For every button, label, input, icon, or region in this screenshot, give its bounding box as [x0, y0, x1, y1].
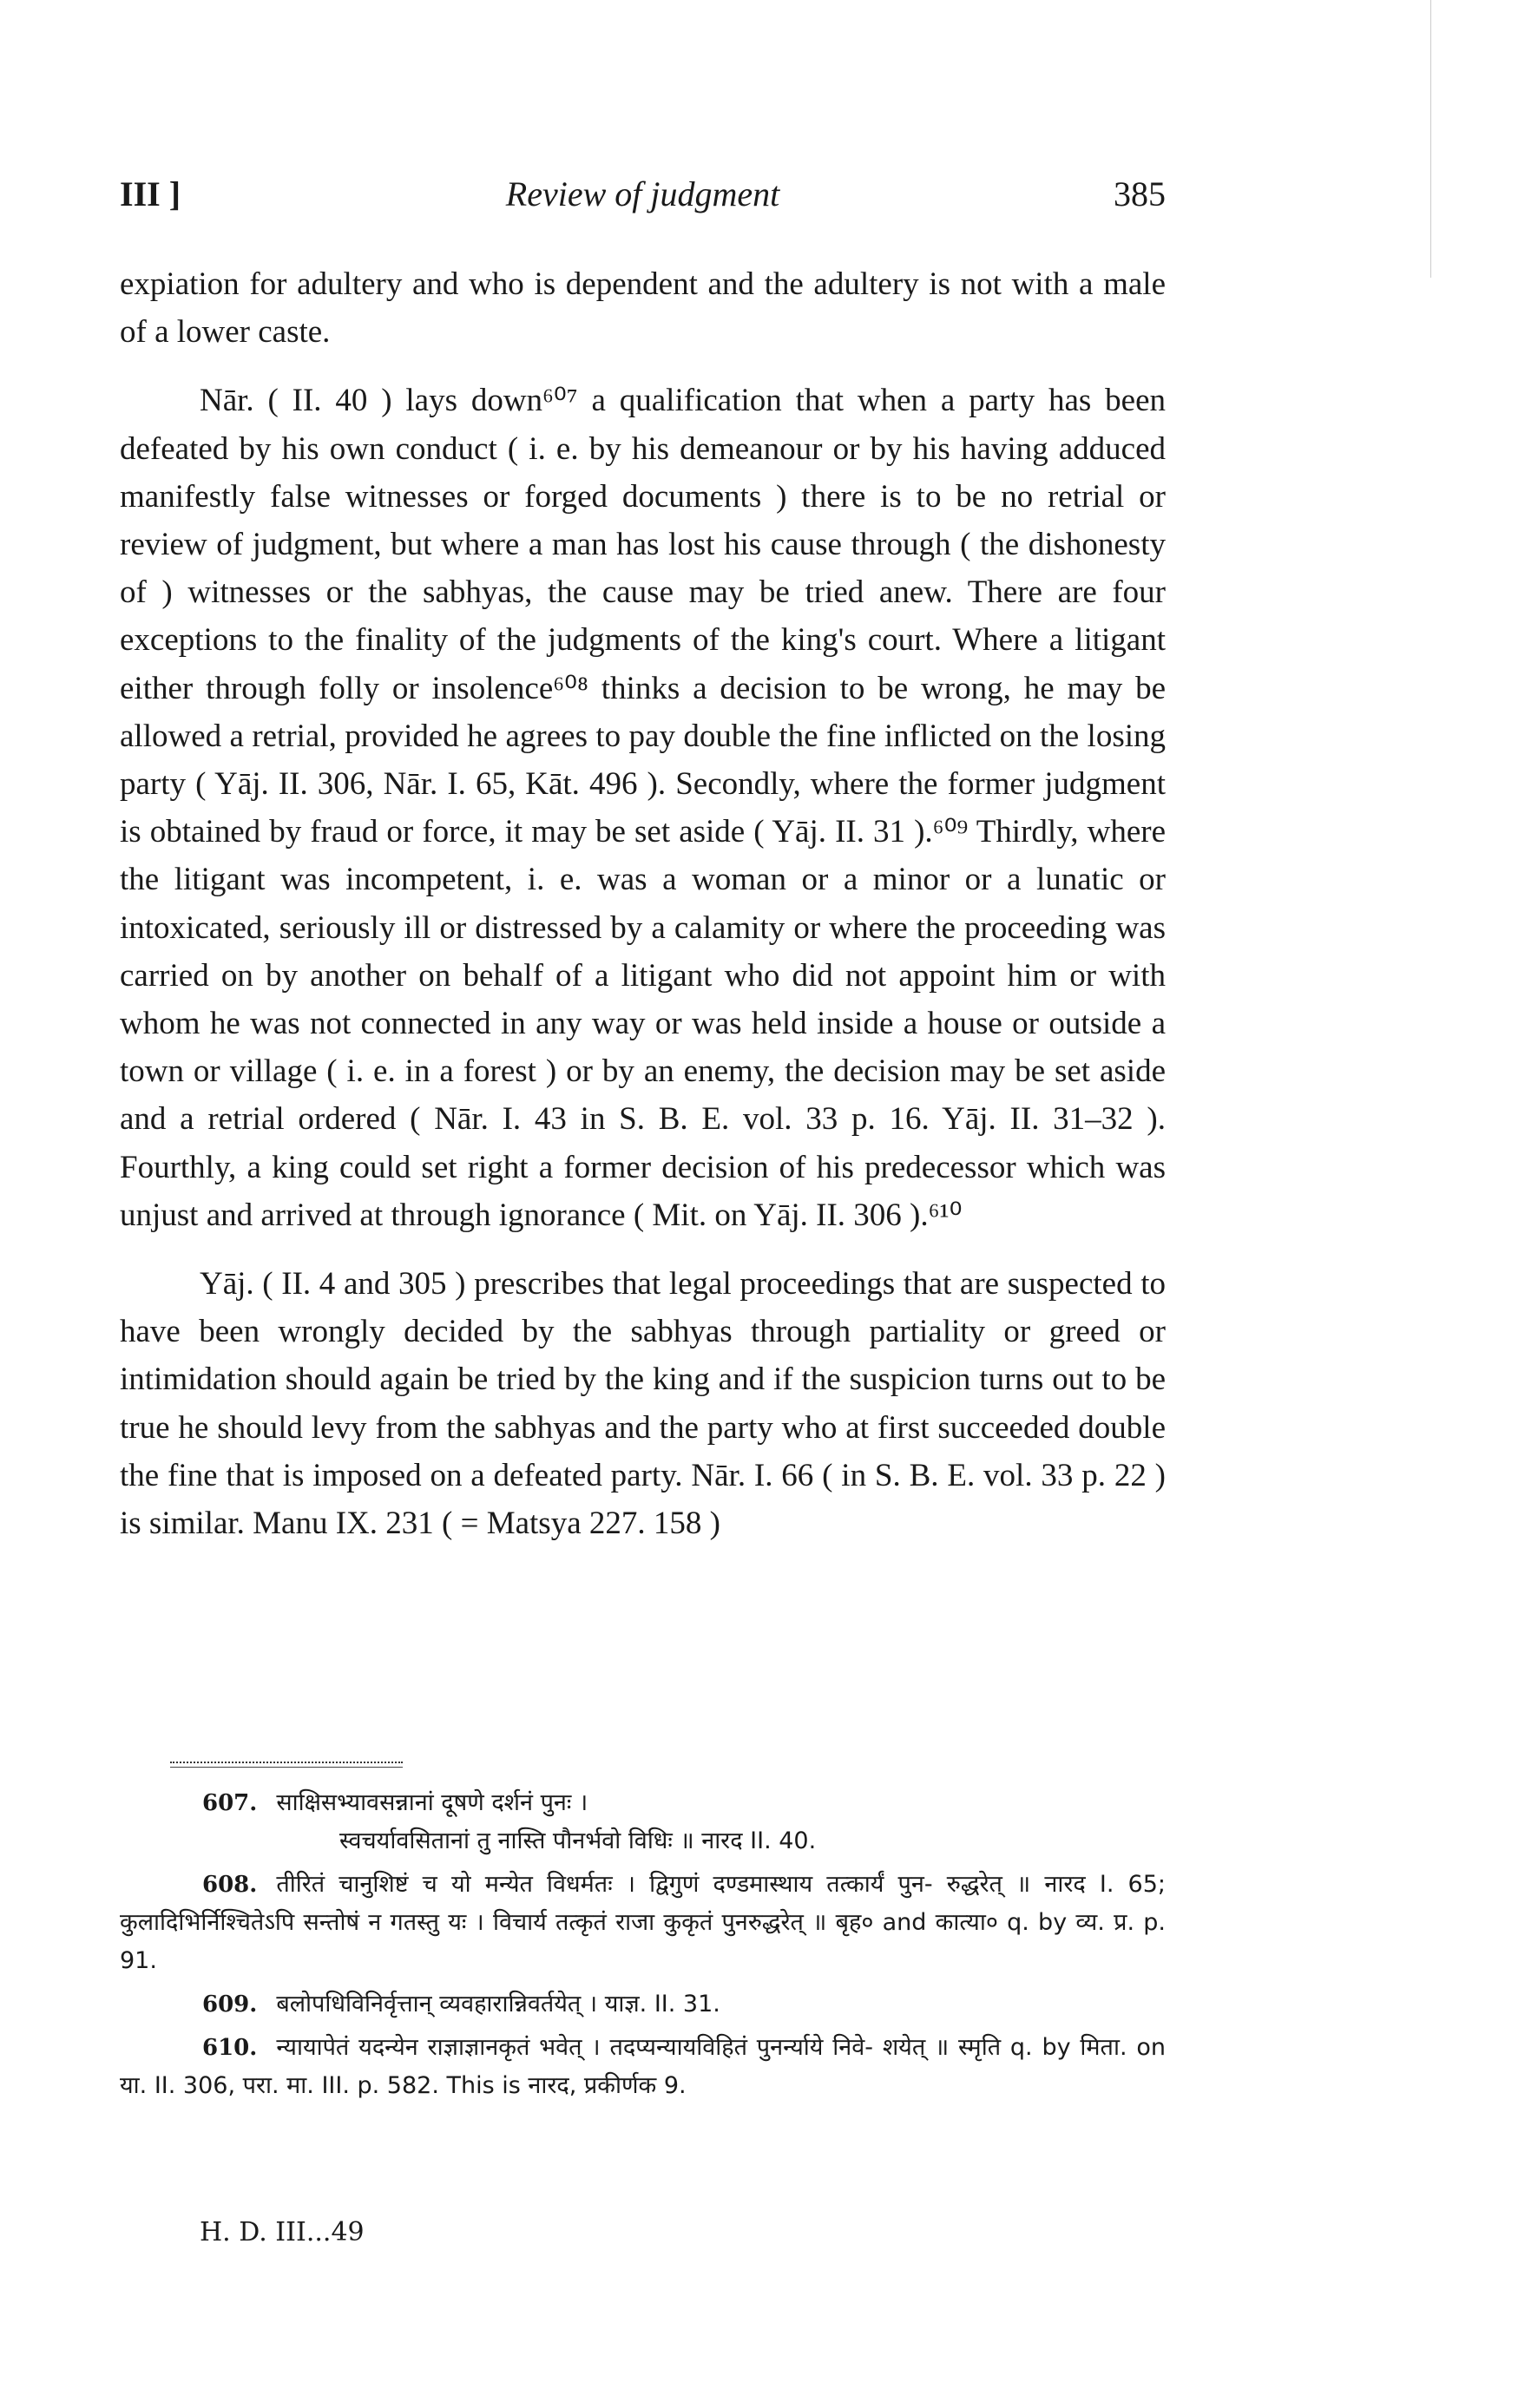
page-number: 385 — [1114, 174, 1166, 213]
running-title: Review of judgment — [505, 174, 780, 213]
paragraph-2: Nār. ( II. 40 ) lays down⁶⁰⁷ a qualification that when a party has been defeated by his own conduct ( i. e. by his demeanour or by his having adduced manifestly false witnesses or forged documents ) there is to be no retrial or review of judgment, but where a man has lost his cause through ( the dishonesty of ) witnesses or the sabhyas, the cause may be tried anew. There are four exceptions to the finality of the judgments of the king's court. Where a litigant either through folly or insolence⁶⁰⁸ thinks a decision to be wrong, he may be allowed a retrial, provided he agrees to pay double the fine inflicted on the losing party ( Yāj. II. 306, Nār. I. 65, Kāt. 496 ). Secondly, where the former judgment is obtained by fraud or force, it may be set aside ( Yāj. II. 31 ).⁶⁰⁹ Thirdly, where the litigant was incompetent, i. e. was a woman or a minor or a lunatic or intoxicated, seriously ill or distressed by a calamity or where the proceeding was carried on by another on behalf of a litigant who did not appoint him or with whom he was not connected in any way or was held inside a house or outside a town or village ( i. e. in a forest ) or by an enemy, the decision may be set aside and a retrial ordered ( Nār. I. 43 in S. B. E. vol. 33 p. 16. Yāj. II. 31–32 ). Fourthly, a king could set right a former decision of his predecessor which was unjust and arrived at through ignorance ( Mit. on Yāj. II. 306 ).⁶¹⁰ — [120, 383, 1166, 1233]
footnotes — [120, 1784, 1166, 2110]
footnote-number: 609. — [202, 1991, 258, 2018]
running-head — [120, 174, 1166, 226]
chapter-marker: III ] — [120, 174, 181, 213]
footnote-608 — [120, 1866, 1166, 1980]
footnote-separator — [170, 1762, 403, 1763]
margin-line — [1430, 0, 1431, 278]
footnote-text-continued: स्वचर्यावसितानां तु नास्ति पौनर्भवो विधिः ॥ नारद II. 40. — [339, 1827, 817, 1854]
footnote-text: न्यायापेतं यदन्येन राज्ञाज्ञानकृतं भवेत् । तदप्यन्यायविहितं पुनर्न्याये निवे- — [276, 2034, 873, 2061]
footnote-number: 608. — [202, 1872, 258, 1898]
footnote-text: साक्षिसभ्यावसन्नानां दूषणे दर्शनं पुनः । — [276, 1789, 588, 1816]
footnote-text-continued: शयेत् ॥ स्मृति q. by मिता. on या. II. 306, परा. मा. III. p. 582. This is नारद, प्रकीर्णक 9. — [120, 2034, 1166, 2099]
footnote-text-continued: रुद्धरेत् ॥ नारद I. 65; कुलादिभिर्निश्चितेऽपि सन्तोषं न गतस्तु यः । विचार्य तत्कृतं राजा कुकृतं पुनरुद्धरेत् ॥ बृह० and कात्या० q. by व्य. प्र. p. 91. — [120, 1871, 1166, 1974]
footnote-607 — [120, 1784, 1166, 1860]
paragraph-3: Yāj. ( II. 4 and 305 ) prescribes that legal proceedings that are suspected to have been wrongly decided by the sabhyas through partiality or greed or intimidation should again be tried by the king and if the suspicion turns out to be true he should levy from the sabhyas and the party who at first succeeded double the fine that is imposed on a defeated party. Nār. I. 66 ( in S. B. E. vol. 33 p. 22 ) is similar. Manu IX. 231 ( = Matsya 227. 158 ) — [120, 1266, 1166, 1542]
main-text — [120, 260, 1166, 1547]
footnote-text: बलोपधिविनिर्वृत्तान् व्यवहारान्निवर्तयेत् । याज्ञ. II. 31. — [276, 1991, 720, 2018]
footnote-separator-line — [170, 1767, 403, 1768]
footnote-text: तीरितं चानुशिष्टं च यो मन्येत विधर्मतः । द्विगुणं दण्डमास्थाय तत्कार्यं पुन- — [276, 1871, 933, 1898]
footnote-number: 610. — [202, 2035, 258, 2061]
paragraph-1: expiation for adultery and who is dependent and the adultery is not with a male of a lower caste. — [120, 266, 1166, 351]
footnote-610 — [120, 2029, 1166, 2105]
printer-signature: H. D. III...49 — [200, 2217, 365, 2247]
footnote-number: 607. — [202, 1790, 258, 1816]
footnote-609 — [120, 1985, 1166, 2024]
